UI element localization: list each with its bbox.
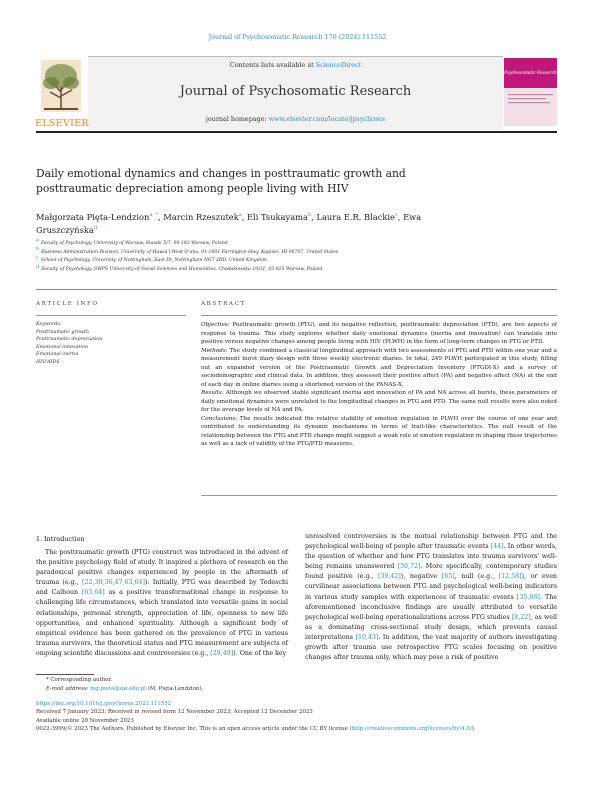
body-paragraph	[305, 532, 557, 663]
citation-link[interactable]: [29,49]	[210, 649, 234, 657]
abstract-text: The results indicated the relative stability of emotion regulation in PLWH over the course of one year and contributed to understanding its dynamic mechanisms in terms of trait-like characteristics. The null result of the relationship between the PTG and PTD change might suggest a weak role of emotion regulation in shaping these trajectories as well as a lack of validity of the PTG/PTD measures.	[201, 415, 557, 447]
keyword: Emotional inertia	[36, 352, 79, 358]
citation-link[interactable]: [39,42]	[377, 573, 401, 581]
body-text: ), or even curvilinear associations between PTG and psychological well-being indicators in various study samples with experiences of traumatic events	[305, 573, 557, 601]
header-rule	[36, 131, 557, 133]
article-info-heading: ARTICLE INFO	[36, 301, 99, 307]
body-paragraph	[36, 548, 288, 659]
license-suffix: ).	[471, 725, 476, 732]
abstract-label: Objective:	[201, 322, 230, 328]
abstract-paragraph	[201, 415, 557, 449]
introduction-heading: 1. Introduction	[36, 535, 85, 543]
abstract-text: The study combined a classical longitudinal approach with two assessments of PTG and PTD within one year and a measurement burst diary design with three weekly electronic diaries. In total, 249 PLWH participated in this study, filling out an expanded version of the Posttraumatic Growth and Depreciation Inventory (PTGDI-X) and a survey of sociodemographic and clinical data. In addition, they assessed their positive affect (PA) and negative affect (NA) at the end of each day in online diaries using a shortened version of the PANAS-X.	[201, 347, 557, 388]
homepage-link[interactable]: www.elsevier.com/locate/jpsychores	[268, 115, 386, 123]
keyword-list	[36, 329, 186, 367]
corresponding-author-note: * Corresponding author.	[46, 677, 113, 683]
author-name[interactable]: Eli Tsukayama	[247, 212, 308, 222]
author-name[interactable]: Ewa Gruszczyńska	[36, 212, 422, 235]
author-affiliation-mark[interactable]: a	[238, 212, 242, 219]
available-online: Available online 20 November 2023	[36, 717, 134, 724]
abstract-label: Methods:	[201, 347, 228, 354]
doi-link[interactable]: https://doi.org/10.1016/j.jpsychores.2023.111552	[36, 701, 172, 707]
email-suffix: (M. Pięta-Lendzion).	[145, 685, 204, 692]
license-link[interactable]: http://creativecommons.org/licenses/by/4.0/	[351, 725, 472, 732]
affiliation-mark: b	[36, 246, 40, 253]
intro-right-column	[305, 532, 557, 663]
citation-link[interactable]: [30,72]	[397, 563, 421, 571]
citation-link[interactable]: [22,30,36,47,63,64]	[82, 579, 146, 587]
author-separator: ,	[397, 212, 404, 222]
citation-link[interactable]: [44]	[490, 543, 504, 551]
email-label: E-mail address:	[46, 685, 89, 692]
affiliation-mark: c	[36, 254, 39, 261]
author-affiliation-mark[interactable]: b	[307, 212, 312, 219]
citation-link[interactable]: [8,22]	[511, 613, 531, 621]
author-affiliation-mark[interactable]: d	[93, 225, 98, 232]
contents-line	[88, 61, 503, 69]
abstract-paragraph	[201, 347, 557, 390]
body-text: . More specifically, contemporary studies found positive (e.g.,	[305, 563, 557, 581]
citation-link[interactable]: [12,58]	[498, 573, 522, 581]
author-affiliation-mark[interactable]: c	[394, 212, 398, 219]
body-text: . In addition, the vast majority of authors investigating growth after trauma use retrospective PTG scales focusing on positive changes after trauma only, which may pose a risk of positive	[305, 633, 557, 662]
keywords-block	[36, 321, 186, 367]
body-text: ), negative	[400, 573, 442, 581]
affiliation-text: School of Psychology, University of Nottingham, East Dr, Nottingham NG7 2RD, United Kingdom	[40, 258, 267, 264]
affiliation-mark: d	[36, 263, 40, 270]
keyword: Posttraumatic growth	[36, 329, 89, 335]
elsevier-wordmark: ELSEVIER	[35, 118, 89, 129]
section-rule	[36, 289, 557, 290]
keyword: HIV/AIDS	[36, 359, 60, 365]
intro-left-column	[36, 548, 288, 659]
author-list	[36, 211, 466, 237]
author-separator: ,	[157, 212, 164, 222]
cover-title: Psychosomatic Research	[504, 70, 557, 75]
abstract-heading: ABSTRACT	[201, 301, 246, 307]
footnote	[46, 676, 446, 693]
affiliation	[36, 237, 536, 249]
email-line	[46, 685, 446, 694]
author-separator: ,	[241, 212, 247, 222]
contents-prefix: Contents lists available at	[229, 61, 316, 69]
homepage-prefix: journal homepage:	[205, 115, 269, 123]
affiliation-mark: a	[36, 237, 39, 244]
keywords-label: Keywords:	[36, 322, 62, 327]
body-text: as a positive transformational change in response to challenging life circumstances, which translated into versatile gains in social relationships, personal strength, appreciation of life, openness to new life opportunities, and enhanced spirituality. Although a significant body of empirical evidence has been gathered on the prevalence of PTG in various trauma survivors, the theoretical status and PTG measurement are subjects of ongoing scientific discussions and controversies (e.g.,	[36, 589, 289, 657]
author-affiliation-mark[interactable]: a, *	[149, 212, 158, 219]
article-info-rule	[36, 315, 186, 316]
abstract-paragraph	[201, 389, 557, 415]
author-separator: ,	[311, 212, 317, 222]
citation-link[interactable]: [35,66]	[516, 593, 540, 601]
affiliation-text: Faculty of Psychology, SWPS University of Social Sciences and Humanities, Chodakowska 19/31, 03-815 Warsaw, Poland	[41, 267, 323, 273]
keyword: Emotional innovation	[36, 344, 88, 350]
license-line	[36, 725, 557, 733]
license-prefix: 0022-3999/© 2023 The Authors. Published by Elsevier Inc. This is an open access article under the CC BY license (	[36, 725, 352, 732]
author-name[interactable]: Laura E.R. Blackie	[316, 212, 395, 222]
author-name[interactable]: Małgorzata Pięta-Lendzion	[36, 212, 150, 222]
affiliation	[36, 246, 536, 258]
affiliation-list	[36, 237, 536, 275]
journal-reference[interactable]: Journal of Psychosomatic Research 176 (2024) 111552	[208, 33, 387, 41]
body-text: unresolved controversies is the mutual relationship between PTG and the psychological well-being of people after traumatic events	[305, 533, 557, 551]
homepage-line	[88, 115, 503, 123]
received-dates: Received 7 January 2023; Received in revised form 12 November 2023; Accepted 12 December 2023	[36, 709, 313, 716]
affiliation-text: Faculty of Psychology, University of Warsaw, Stawki 5/7, 00-183 Warsaw, Poland	[40, 241, 228, 246]
abstract-body	[201, 321, 557, 449]
journal-cover-thumbnail[interactable]	[504, 58, 557, 126]
author-name[interactable]: Marcin Rzeszutek	[163, 212, 239, 222]
publication-info	[36, 700, 557, 733]
abstract-paragraph	[201, 321, 557, 347]
citation-link[interactable]: [10,43]	[355, 633, 379, 641]
body-text: . In other words, the question of whether and how PTG translates into trauma survivors' well-being remains unanswered	[305, 543, 557, 571]
affiliation-text: Business Administration Division, University of Hawaiʻi-West Oʻahu, 91-1001 Farrington Hwy, Kapolei, HI 96707, United States	[41, 249, 339, 255]
footnote-rule	[36, 674, 94, 675]
abstract-bottom-rule	[201, 495, 557, 496]
sciencedirect-link[interactable]: ScienceDirect	[315, 61, 362, 69]
keyword: Posttraumatic depreciation	[36, 337, 103, 343]
citation-link[interactable]: [65]	[441, 573, 455, 581]
body-text: The posttraumatic growth (PTG) construct was introduced in the advent of the positive psychology field of study. It inspired a plethora of research on the paradoxical positive changes experienced by people in the aftermath of trauma (e.g.,	[36, 549, 288, 587]
abstract-rule	[201, 315, 557, 316]
email-link[interactable]: mg.pieta@uw.edu.pl	[90, 685, 146, 692]
body-text: ). Initially, PTG was described by Tedeschi and Calhoun	[36, 579, 288, 597]
abstract-label: Results:	[201, 390, 224, 396]
affiliation	[36, 254, 536, 266]
body-text: ). One of the key	[233, 649, 287, 657]
body-text: , null (e.g.,	[454, 573, 499, 581]
affiliation	[36, 263, 536, 275]
article-title: Daily emotional dynamics and changes in posttraumatic growth and posttraumatic depreciation among people living with HIV	[36, 167, 406, 195]
journal-title: Journal of Psychosomatic Research	[179, 84, 412, 99]
citation-link[interactable]: [63,64]	[81, 589, 105, 597]
abstract-text: Although we observed stable significant inertia and innovation of PA and NA across all bursts, these parameters of daily emotional dynamics were unrelated to the longitudinal changes in PTG and PTD. The same null results were also noted for the average levels of NA and PA.	[201, 390, 557, 413]
abstract-text: Posttraumatic growth (PTG), and its negative reflection, posttraumatic depreciation (PTD), are two aspects of response to trauma. This study explores whether daily emotional dynamics (inertia and innovation) can translate into positive versus negative changes among people living with HIV (PLWH) in the form of long-term changes in PTG or PTD.	[201, 322, 557, 345]
body-text: . The aforementioned inconclusive findings are usually attributed to versatile psychological well-being operationalizations across PTG studies	[305, 593, 557, 621]
body-text: , as well as a dominating cross-sectional study design, which prevents causal interpretations	[305, 613, 557, 641]
abstract-label: Conclusions:	[201, 415, 238, 422]
